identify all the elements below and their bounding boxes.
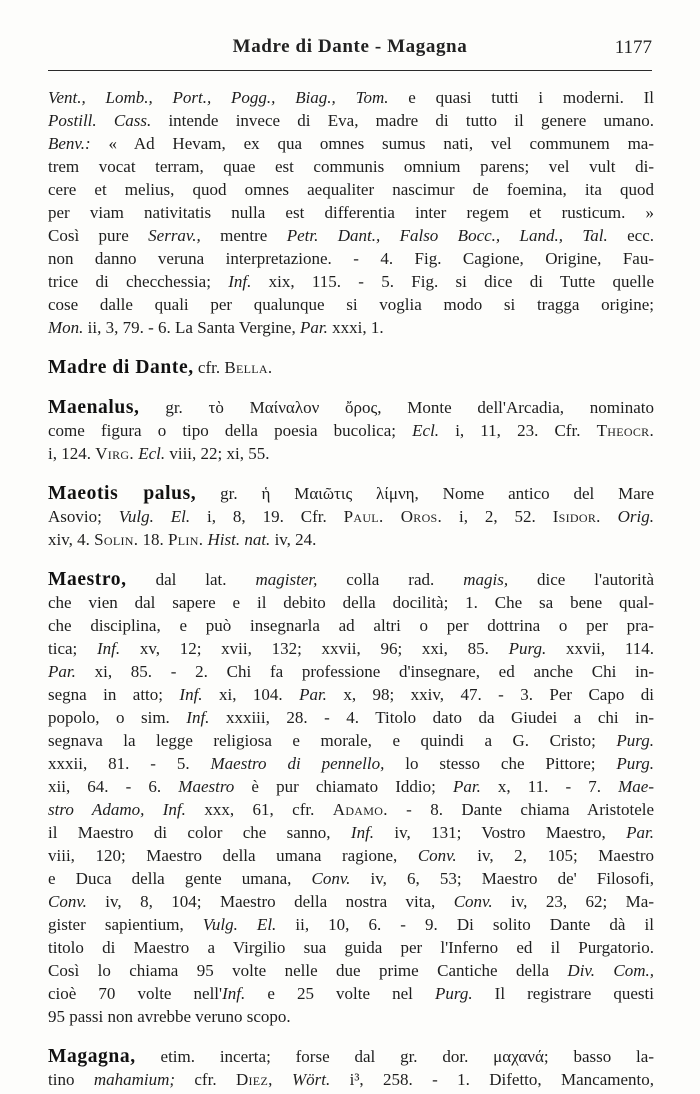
running-head [48,36,652,64]
text-run: Maestro di pennello, [210,754,385,773]
text-line [48,482,654,505]
headword: Maenalus, [48,397,140,418]
text-line [48,270,654,293]
text-run: che disciplina, e può insegnarla ad altri o per dottrina o per pra- [48,616,654,635]
text-line [48,844,654,867]
text-line [48,775,654,798]
text-line [48,1005,654,1028]
text-run: Inf. [97,639,121,658]
text-run: e quasi tutti i moderni. Il [388,88,654,107]
text-run: x, 11. - 7. [480,777,619,796]
text-run: xi, 85. - 2. Chi fa professione d'insegnare, ed anche Chi in- [75,662,654,681]
text-run: Par. [299,685,327,704]
text-run: è pur chiamato Iddio; [234,777,453,796]
text-run: dice l'autorità [508,570,654,589]
text-line [48,867,654,890]
text-run: Ecl. [412,421,440,440]
text-run: x, 98; xxiv, 47. - 3. Per Capo di [326,685,654,704]
text-run: xix, 115. - 5. Fig. si dice di Tutte quelle [251,272,654,291]
text-run: xxxi, 1. [327,318,384,337]
text-run: viii, 120; Maestro della umana ragione, [48,846,418,865]
text-run: cose dalle quali per qualunque si voglia modo si tragga origine; [48,295,654,314]
text-run: xxx, 61, cfr. [185,800,333,819]
text-line [48,201,654,224]
text-line [48,247,654,270]
text-run: Vent., Lomb., Port., Pogg., Biag., Tom. [48,88,389,107]
text-run: i³, 258. - 1. Difetto, Mancamento, [330,1070,654,1089]
text-line [48,660,654,683]
text-run: xiv, 4. [48,530,95,549]
entry-maestro [48,568,654,1028]
text-run: dal lat. [126,570,256,589]
text-run: i, 2, 52. [442,507,553,526]
text-run: Conv. [48,892,87,911]
text-run: Petr. Dant., Falso Bocc., Land., Tal. [286,226,608,245]
text-run: xii, 64. - 6. [48,777,179,796]
text-run: Adamo. [332,800,388,819]
text-run: gr. ἡ Μαιῶτις λίμνη, Nome antico del Mare [196,484,655,503]
text-run: Così lo chiama 95 volte nelle due prime Cantiche della [48,961,568,980]
text-run: Inf. [222,984,246,1003]
text-run: tino [48,1070,94,1089]
text-run: Purg. [508,639,547,658]
text-line [48,1045,654,1068]
text-run: Vulg. El. [118,507,191,526]
text-run: e 25 volte nel [245,984,435,1003]
text-run: ecc. [607,226,655,245]
entry-gap [48,339,654,356]
text-run: per viam nativitatis nulla est differentia inter regem et rusticum. » [48,203,654,222]
text-line [48,913,654,936]
text-run: Il registrare questi [472,984,654,1003]
text-run: Diez, [235,1070,273,1089]
text-line [48,821,654,844]
text-line [48,982,654,1005]
text-run: mentre [200,226,287,245]
text-run: Vulg. El. [202,915,277,934]
text-run: Asovio; [48,507,119,526]
text-run: Isidor. [552,507,601,526]
text-run: gr. τὸ Μαίναλον ὄρος, Monte dell'Arcadia, nominato [139,398,654,417]
text-run: titolo di Maestro a Virgilio sua guida per l'Inferno ed il Purgatorio. [48,938,654,957]
text-run: iv, 24. [270,530,317,549]
text-run: Div. Com., [567,961,654,980]
text-run: Paul. Oros. [343,507,443,526]
text-line [48,729,654,752]
text-line [48,109,654,132]
text-line [48,442,654,465]
headword: Maestro, [48,569,127,590]
headword: Maeotis palus, [48,483,197,504]
entry-gap [48,465,654,482]
text-line [48,316,654,339]
text-run: Purg. [616,754,655,773]
text-run: segnava la legge religiosa e morale, e quindi a G. Cristo; [48,731,617,750]
text-run: iv, 6, 53; Maestro de' Filosofi, [350,869,655,888]
text-run: cfr. [175,1070,236,1089]
text-run: Serrav., [148,226,201,245]
text-run: Conv. [453,892,493,911]
text-run: Par. [299,318,328,337]
text-line [48,356,654,379]
text-line [48,890,654,913]
text-run: cfr. [193,358,225,377]
text-run: Plin. [168,530,204,549]
text-run: magister, [255,570,318,589]
text-run: iv, 8, 104; Maestro della nostra vita, [86,892,454,911]
text-run: e Duca della gente umana, [48,869,312,888]
text-run: Purg. [434,984,473,1003]
text-run: intende invece di Eva, madre di tutto il genere umano. [151,111,654,130]
text-run: Inf. [350,823,375,842]
headword: Magagna, [48,1046,136,1067]
headword: Madre di Dante, [48,357,194,378]
text-line [48,132,654,155]
text-line [48,936,654,959]
text-run: Orig. [617,507,655,526]
text-line [48,706,654,729]
text-line [48,293,654,316]
text-run: - 8. Dante chiama Aristotele [387,800,655,819]
text-run: Mon. [48,318,84,337]
text-run: segna in atto; [48,685,180,704]
text-run: Par. [626,823,654,842]
text-run: xxxiii, 28. - 4. Titolo dato da Giudei a chi in- [209,708,654,727]
text-run: cere et melius, quod omnes aequaliter nascimur de foemina, ita quod [48,180,654,199]
text-line [48,528,654,551]
text-line [48,1068,654,1091]
text-run: trem vocat terram, quae est communis omnium parens; vel vult di- [48,157,654,176]
entry-magagna [48,1045,654,1091]
text-run: mahamium; [93,1070,176,1089]
text-run: colla rad. [317,570,464,589]
text-line [48,568,654,591]
text-line [48,155,654,178]
text-run: magis, [463,570,509,589]
text-run: lo stesso che Pittore; [384,754,617,773]
text-run: Ecl. [138,444,166,463]
text-run: viii, 22; xi, 55. [165,444,270,463]
text-run: tica; [48,639,97,658]
text-run: ii, 3, 79. - 6. La Santa Vergine, [83,318,300,337]
entry-maenalus [48,396,654,465]
text-run: Maestro [178,777,235,796]
text-run: Inf. [186,708,210,727]
text-line [48,752,654,775]
text-line [48,798,654,821]
text-line [48,86,654,109]
text-run: Inf. [179,685,203,704]
text-run: non danno veruna interpretazione. - 4. Fig. Cagione, Origine, Fau- [48,249,654,268]
text-line [48,683,654,706]
text-run: Par. [452,777,481,796]
text-run: cioè 70 volte nell' [48,984,223,1003]
text-run [273,1070,292,1089]
entry-madre-continuation [48,86,654,339]
text-run: Par. [48,662,76,681]
entry-gap [48,379,654,396]
text-run: che vien dal sapere e il debito della docilità; 1. Che sa bene qual- [48,593,654,612]
header-rule [48,70,652,71]
text-line [48,505,654,528]
text-run: stro Adamo, Inf. [48,800,186,819]
text-run: iv, 23, 62; Ma- [492,892,654,911]
text-run: i, 124. [48,444,96,463]
text-run: xv, 12; xvii, 132; xxvii, 96; xxi, 85. [120,639,509,658]
text-run: come figura o tipo della poesia bucolica; [48,421,413,440]
entry-madre-di-dante [48,356,654,379]
text-run: Conv. [417,846,457,865]
text-line [48,591,654,614]
text-run: Hist. nat. [207,530,271,549]
text-line [48,419,654,442]
text-run: Solin. [94,530,139,549]
text-run: i, 11, 23. Cfr. [439,421,597,440]
text-line [48,959,654,982]
running-title: Madre di Dante - Magagna [232,36,468,57]
text-run: popolo, o sim. [48,708,187,727]
text-run: trice di checchessia; [48,272,229,291]
text-run: Purg. [616,731,654,750]
text-run: Virg. [95,444,134,463]
text-run: xxvii, 114. [546,639,655,658]
text-run: i, 8, 19. Cfr. [190,507,344,526]
text-line [48,637,654,660]
entry-gap [48,551,654,568]
text-run: xxxii, 81. - 5. [48,754,211,773]
text-line [48,178,654,201]
text-run: 95 passi non avrebbe veruno scopo. [48,1007,291,1026]
entry-maeotis-palus [48,482,654,551]
entry-gap [48,1028,654,1045]
text-run: Benv.: [48,134,91,153]
text-run: xi, 104. [202,685,300,704]
text-line [48,614,654,637]
text-run: iv, 2, 105; Maestro [456,846,654,865]
page-number: 1177 [614,37,652,58]
text-run [601,507,618,526]
text-run: gister sapientium, [48,915,203,934]
text-run: Conv. [311,869,351,888]
text-run: Inf. [228,272,252,291]
body-text [48,86,654,1091]
text-run: Mae- [618,777,655,796]
text-line [48,396,654,419]
text-run: iv, 131; Vostro Maestro, [374,823,627,842]
text-run: Postill. Cass. [48,111,152,130]
text-line [48,224,654,247]
text-run: Così pure [48,226,149,245]
text-run: Wört. [291,1070,331,1089]
text-run: Bella. [224,358,273,377]
text-run: etim. incerta; forse dal gr. dor. μαχανά; basso la- [135,1047,654,1066]
text-run: il Maestro di color che sanno, [48,823,351,842]
text-run: 18. [138,530,169,549]
text-run: « Ad Hevam, ex qua omnes sumus nati, vel communem ma- [90,134,654,153]
text-run: ii, 10, 6. - 9. Di solito Dante dà il [276,915,654,934]
text-run: Theocr. [596,421,654,440]
